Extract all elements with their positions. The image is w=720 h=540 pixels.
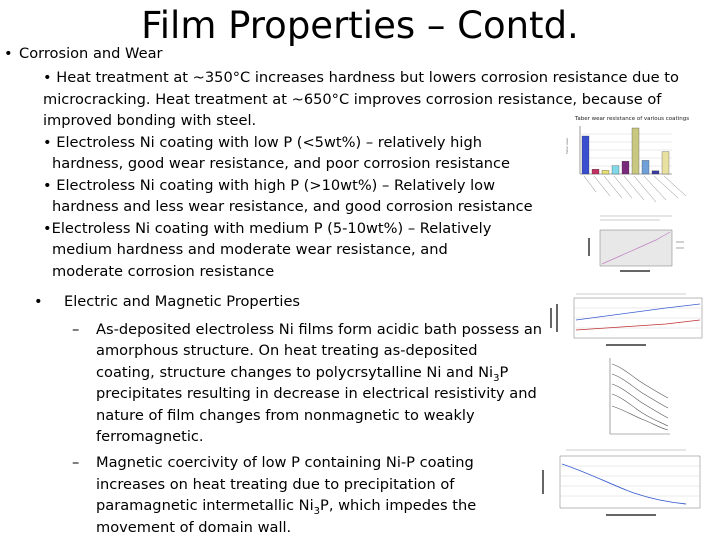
corrosion-chart-figure: [580, 212, 694, 276]
resistivity-chart-figure: [546, 290, 706, 352]
wear-bar: [632, 128, 639, 174]
wear-bar: [662, 152, 669, 174]
electric-sub2-line-4: movement of domain wall.: [96, 519, 292, 536]
slide-title: Film Properties – Contd.: [141, 4, 579, 47]
corrosion-line-8: •Electroless Ni coating with medium P (5-10wt%) – Relatively: [43, 220, 492, 237]
dash-sub2: –: [72, 454, 80, 471]
electric-sub1-line-1: As-deposited electroless Ni films form acidic bath possess an: [96, 321, 543, 338]
corrosion-line-4: • Electroless Ni coating with low P (<5wt%) – relatively high: [43, 134, 482, 151]
svg-text:Taber wear: Taber wear: [565, 137, 569, 154]
wear-bar: [592, 169, 599, 174]
coercivity-chart: [536, 446, 706, 520]
electric-sub1-line-3: [96, 362, 508, 384]
electric-sub1-line-3-subscript: 3: [493, 372, 500, 384]
corrosion-line-3: improved bonding with steel.: [43, 112, 257, 129]
corrosion-line-6: • Electroless Ni coating with high P (>10wt%) – Relatively low: [43, 177, 496, 194]
dash-sub1: –: [72, 321, 80, 338]
corrosion-line-2: microcracking. Heat treatment at ~650°C improves corrosion resistance, because of: [43, 91, 662, 108]
curves-chart-figure: [604, 354, 674, 440]
wear-bar: [652, 171, 659, 174]
corrosion-chart: [580, 212, 694, 276]
wear-chart: [562, 112, 702, 208]
heading-electric: Electric and Magnetic Properties: [64, 293, 301, 310]
electric-sub2-line-3-text: paramagnetic intermetallic Ni: [96, 497, 314, 514]
wear-bar: [622, 161, 629, 174]
electric-sub1-line-6: ferromagnetic.: [96, 428, 204, 445]
wear-bar: [582, 136, 589, 174]
corrosion-line-1: • Heat treatment at ~350°C increases hardness but lowers corrosion resistance due to: [43, 69, 679, 86]
wear-bar: [642, 160, 649, 174]
wear-bar: [602, 170, 609, 174]
bullet-corrosion: •: [4, 45, 13, 62]
wear-chart-figure: [562, 112, 702, 208]
wear-chart-title: Taber wear resistance of various coatings: [574, 116, 690, 122]
electric-sub2-line-3-subscript: 3: [313, 505, 321, 517]
electric-sub2-line-1: Magnetic coercivity of low P containing Ni-P coating: [96, 454, 474, 471]
electric-sub2-line-3-tail: P, which impedes the: [320, 497, 477, 514]
corrosion-line-5: hardness, good wear resistance, and poor corrosion resistance: [52, 155, 511, 172]
coercivity-chart-figure: [536, 446, 706, 520]
electric-sub2-line-3: [96, 495, 476, 517]
electric-sub1-line-3-text: coating, structure changes to polycrsytalline Ni and Ni: [96, 364, 494, 381]
corrosion-line-9: medium hardness and moderate wear resistance, and: [52, 241, 448, 258]
electric-sub1-line-3-tail: P: [499, 364, 509, 381]
corrosion-line-7: hardness and less wear resistance, and good corrosion resistance: [52, 198, 533, 215]
resistivity-chart: [546, 290, 706, 352]
curves-chart: [604, 354, 674, 440]
electric-sub2-line-2: increases on heat treating due to precipitation of: [96, 476, 455, 493]
corrosion-line-10: moderate corrosion resistance: [52, 263, 275, 280]
heading-corrosion: Corrosion and Wear: [19, 45, 163, 62]
electric-sub1-line-4: precipitates resulting in decrease in electrical resistivity and: [96, 385, 537, 402]
electric-sub1-line-2: amorphous structure. On heat treating as-deposited: [96, 342, 478, 359]
electric-sub1-line-5: nature of film changes from nonmagnetic to weakly: [96, 407, 475, 424]
bullet-electric: •: [34, 293, 43, 310]
wear-bar: [612, 166, 619, 174]
